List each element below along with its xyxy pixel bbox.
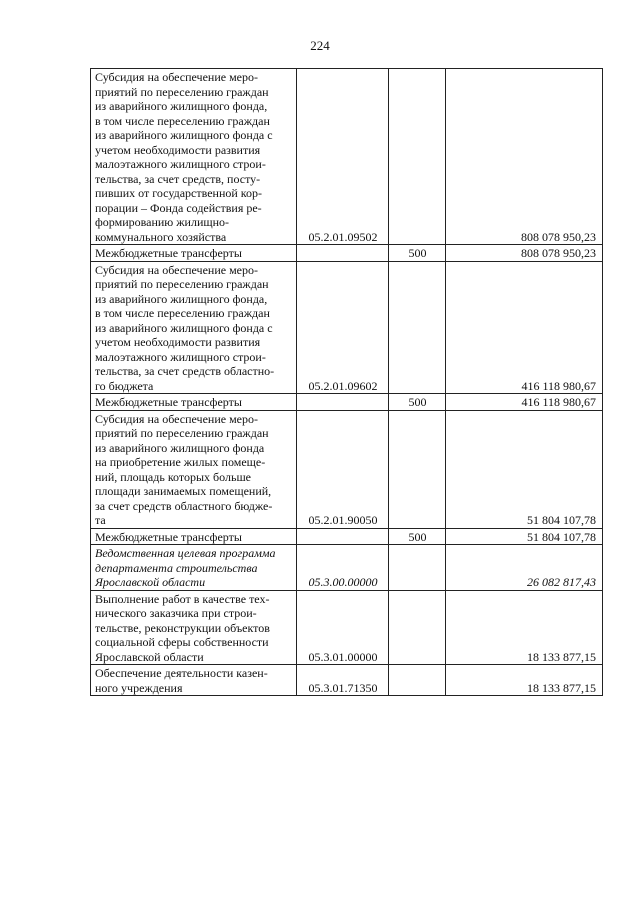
row-code-cell: 05.3.00.00000 — [297, 545, 389, 591]
row-name-line: нического заказчика при строи- — [95, 606, 257, 620]
row-name-line: Обеспечение деятельности казен- — [95, 666, 268, 680]
row-amount-cell: 26 082 817,43 — [446, 545, 603, 591]
row-name-line: ного учреждения — [95, 680, 183, 695]
row-name-line: Ведомственная целевая программа — [95, 546, 276, 560]
row-name-cell — [91, 590, 297, 665]
row-name-line: за счет средств областного бюдже- — [95, 498, 273, 513]
row-name-line: порации – Фонда содействия ре- — [95, 200, 262, 215]
row-name-line: тельстве, реконструкции объектов — [95, 620, 270, 635]
row-name-line: Субсидия на обеспечение меро- — [95, 411, 258, 426]
row-expense-type-cell — [389, 69, 446, 245]
table-row — [91, 545, 603, 591]
row-name-line: пивших от государственной кор- — [95, 186, 262, 200]
row-expense-type-cell — [389, 545, 446, 591]
row-name-line: приятий по переселению граждан — [95, 277, 269, 291]
page-number: 224 — [310, 38, 330, 53]
row-name-line: из аварийного жилищного фонда с — [95, 128, 273, 142]
row-name-cell — [91, 545, 297, 591]
row-name-line: в том числе переселению граждан — [95, 306, 270, 320]
row-amount-cell: 416 118 980,67 — [446, 261, 603, 394]
row-amount-cell: 18 133 877,15 — [446, 590, 603, 665]
row-code-cell — [297, 245, 389, 262]
row-code-cell — [297, 394, 389, 411]
row-name-line: тельства, за счет средств, посту- — [95, 171, 261, 186]
table-row — [91, 245, 603, 262]
row-name-line: та — [95, 513, 106, 527]
row-expense-type-cell — [389, 590, 446, 665]
row-name-line: площади занимаемых помещений, — [95, 484, 272, 498]
row-name-line: малоэтажного жилищного строи- — [95, 157, 266, 171]
row-name-line: формированию жилищно- — [95, 215, 230, 229]
row-name-line: ний, площадь которых больше — [95, 469, 252, 484]
row-name-line: учетом необходимости развития — [95, 142, 261, 157]
row-name-cell — [91, 528, 297, 545]
row-name-line: тельства, за счет средств областно- — [95, 364, 275, 378]
row-name-line: департамента строительства — [95, 560, 258, 575]
row-code-cell: 05.2.01.09602 — [297, 261, 389, 394]
row-name-line: Субсидия на обеспечение меро- — [95, 70, 258, 84]
row-name-cell — [91, 410, 297, 528]
row-name-cell — [91, 69, 297, 245]
row-code-cell: 05.3.01.71350 — [297, 665, 389, 696]
row-name-line: из аварийного жилищного фонда, — [95, 291, 268, 306]
row-name-line: Ярославской области — [95, 575, 206, 589]
row-name-line: Ярославской области — [95, 649, 204, 664]
table-row — [91, 394, 603, 411]
row-expense-type-cell — [389, 261, 446, 394]
row-name-line: на приобретение жилых помеще- — [95, 455, 266, 469]
row-name-line: коммунального хозяйства — [95, 229, 227, 244]
row-name-line: из аварийного жилищного фонда с — [95, 320, 273, 335]
table-row — [91, 69, 603, 245]
row-code-cell: 05.2.01.09502 — [297, 69, 389, 245]
row-name-line: приятий по переселению граждан — [95, 426, 269, 440]
table-row — [91, 665, 603, 696]
row-amount-cell: 416 118 980,67 — [446, 394, 603, 411]
row-amount-cell: 51 804 107,78 — [446, 528, 603, 545]
row-code-cell: 05.2.01.90050 — [297, 410, 389, 528]
row-name-line: приятий по переселению граждан — [95, 84, 269, 99]
row-name-line: учетом необходимости развития — [95, 335, 261, 349]
row-amount-cell: 51 804 107,78 — [446, 410, 603, 528]
row-name-line: Выполнение работ в качестве тех- — [95, 591, 270, 606]
row-name-cell — [91, 394, 297, 411]
table-row — [91, 528, 603, 545]
row-name-line: Межбюджетные трансферты — [95, 395, 242, 409]
row-name-line: малоэтажного жилищного строи- — [95, 349, 266, 364]
row-name-line: Межбюджетные трансферты — [95, 529, 242, 544]
row-name-cell — [91, 261, 297, 394]
row-expense-type-cell — [389, 410, 446, 528]
row-name-line: го бюджета — [95, 378, 154, 393]
row-name-cell — [91, 665, 297, 696]
budget-table — [90, 68, 603, 696]
row-amount-cell: 18 133 877,15 — [446, 665, 603, 696]
row-name-cell — [91, 245, 297, 262]
row-amount-cell: 808 078 950,23 — [446, 245, 603, 262]
row-code-cell: 05.3.01.00000 — [297, 590, 389, 665]
row-code-cell — [297, 528, 389, 545]
row-name-line: из аварийного жилищного фонда — [95, 440, 265, 455]
row-name-line: в том числе переселению граждан — [95, 113, 270, 128]
row-expense-type-cell: 500 — [389, 245, 446, 262]
row-expense-type-cell: 500 — [389, 528, 446, 545]
table-row — [91, 410, 603, 528]
row-expense-type-cell: 500 — [389, 394, 446, 411]
row-expense-type-cell — [389, 665, 446, 696]
row-name-line: социальной сферы собственности — [95, 635, 269, 649]
row-name-line: Межбюджетные трансферты — [95, 246, 242, 260]
table-row — [91, 261, 603, 394]
row-name-line: из аварийного жилищного фонда, — [95, 99, 268, 113]
row-amount-cell: 808 078 950,23 — [446, 69, 603, 245]
row-name-line: Субсидия на обеспечение меро- — [95, 262, 258, 277]
table-row — [91, 590, 603, 665]
